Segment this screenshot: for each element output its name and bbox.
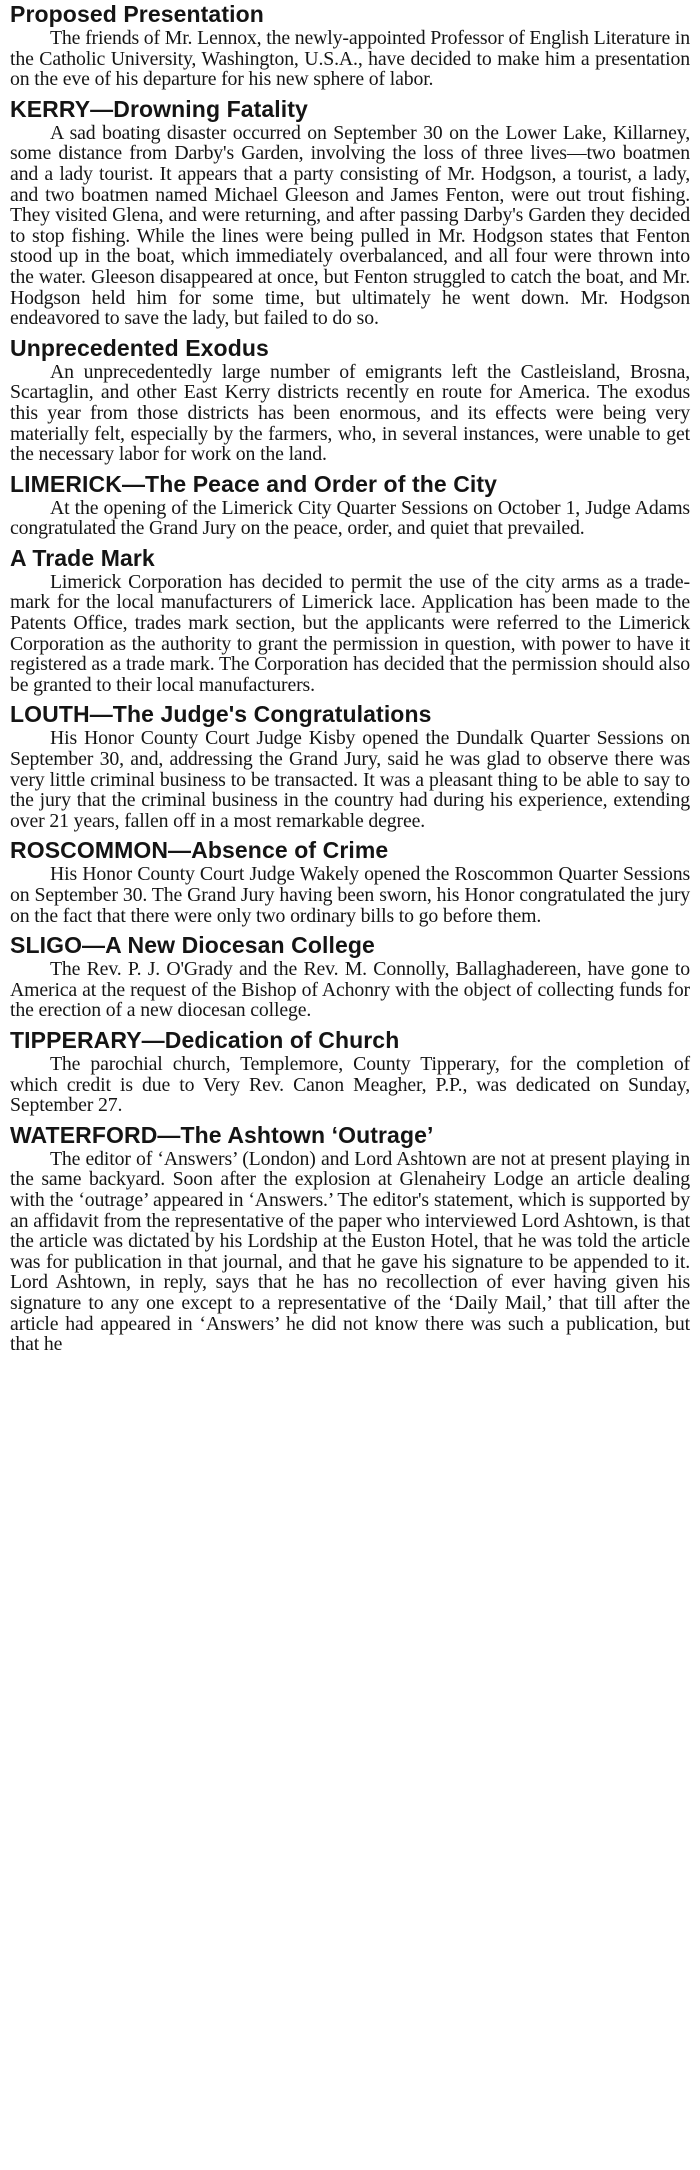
article-headline: ROSCOMMON—Absence of Crime <box>10 837 389 864</box>
article-headline: LOUTH—The Judge's Congratulations <box>10 701 432 728</box>
article-body: The Rev. P. J. O'Grady and the Rev. M. Connolly, Ballaghadereen, have gone to America at the request of the Bishop of Achonry with the object of collecting funds for the erection of a new diocesan college. <box>10 958 690 1022</box>
article-headline: TIPPERARY—Dedication of Church <box>10 1026 400 1053</box>
article-unprecedented-exodus <box>10 334 690 465</box>
article-louth-judges-congratulations <box>10 700 690 831</box>
article-body: His Honor County Court Judge Kisby opened the Dundalk Quarter Sessions on September 30, and, addressing the Grand Jury, said he was glad to observe there was very little criminal business to be transacted. It was a pleasant thing to be able to say to the jury that the criminal business in the country had during his experience, extending over 21 years, fallen off in a most remarkable degree. <box>10 727 690 832</box>
article-headline: SLIGO—A New Diocesan College <box>10 932 375 959</box>
article-body: The editor of ‘Answers’ (London) and Lord Ashtown are not at present playing in the same backyard. Soon after the explosion at Glenaheiry Lodge an article dealing with the ‘outrage’ appeared in ‘Answers.’ The editor's statement, which is supported by an affidavit from the representative of the paper who interviewed Lord Ashtown, is that the article was dictated by his Lordship at the Euston Hotel, that he was told the article was for publication in that journal, and that he gave his signature to be appended to it. Lord Ashtown, in reply, says that he has no recollection of ever having given his signature to any one except to a representative of the ‘Daily Mail,’ that till after the article had appeared in ‘Answers’ he did not know there was such a publication, but that he <box>10 1147 690 1356</box>
article-limerick-peace-and-order <box>10 470 690 539</box>
article-trade-mark <box>10 544 690 696</box>
article-body: His Honor County Court Judge Wakely opened the Roscommon Quarter Sessions on September 30. The Grand Jury having been sworn, his Honor congratulated the jury on the fact that there were only two ordinary bills to go before them. <box>10 863 690 927</box>
article-roscommon-absence-of-crime <box>10 836 690 926</box>
article-body: At the opening of the Limerick City Quarter Sessions on October 1, Judge Adams congratulated the Grand Jury on the peace, order, and quiet that prevailed. <box>10 496 690 540</box>
article-body: An unprecedentedly large number of emigrants left the Castleisland, Brosna, Scartaglin, and other East Kerry districts recently en route for America. The exodus this year from those districts has been enormous, and its effects were being very materially felt, especially by the farmers, who, in several instances, were unable to get the necessary labor for work on the land. <box>10 360 690 466</box>
article-headline: KERRY—Drowning Fatality <box>10 95 308 122</box>
article-tipperary-dedication-of-church <box>10 1026 690 1116</box>
article-proposed-presentation <box>10 0 690 90</box>
article-body: Limerick Corporation has decided to permit the use of the city arms as a trade-mark for the local manufacturers of Limerick lace. Application has been made to the Patents Office, trades mark section, but the applicants were referred to the Limerick Corporation as the authority to grant the permission in question, with power to have it registered as a trade mark. The Corporation has decided that the permission should also be granted to their local manufacturers. <box>10 570 690 696</box>
article-headline: LIMERICK—The Peace and Order of the City <box>10 470 498 497</box>
article-sligo-new-diocesan-college <box>10 931 690 1021</box>
article-headline: A Trade Mark <box>10 544 155 571</box>
article-body: The parochial church, Templemore, County Tipperary, for the completion of which credit is due to Very Rev. Canon Meagher, P.P., was dedicated on Sunday, September 27. <box>10 1052 690 1117</box>
article-headline: Proposed Presentation <box>10 1 264 27</box>
article-body: The friends of Mr. Lennox, the newly-appointed Professor of English Literature in the Catholic University, Washington, U.S.A., have decided to make him a presentation on the eve of his departure for his new sphere of labor. <box>10 27 690 91</box>
article-kerry-drowning-fatality <box>10 95 690 329</box>
article-waterford-ashtown-outrage <box>10 1121 690 1355</box>
article-headline: WATERFORD—The Ashtown ‘Outrage’ <box>10 1121 434 1148</box>
article-headline: Unprecedented Exodus <box>10 334 269 361</box>
article-body: A sad boating disaster occurred on September 30 on the Lower Lake, Killarney, some distance from Darby's Garden, involving the loss of three lives—two boatmen and a lady tourist. It appears that a party consisting of Mr. Hodgson, a tourist, a lady, and two boatmen named Michael Gleeson and James Fenton, were out trout fishing. They visited Glena, and were returning, and after passing Darby's Garden they decided to stop fishing. While the lines were being pulled in Mr. Hodgson states that Fenton stood up in the boat, which immediately overbalanced, and all four were thrown into the water. Gleeson disappeared at once, but Fenton struggled to catch the boat, and Mr. Hodgson held him for some time, but ultimately he went down. Mr. Hodgson endeavored to save the lady, but failed to do so. <box>10 121 690 330</box>
